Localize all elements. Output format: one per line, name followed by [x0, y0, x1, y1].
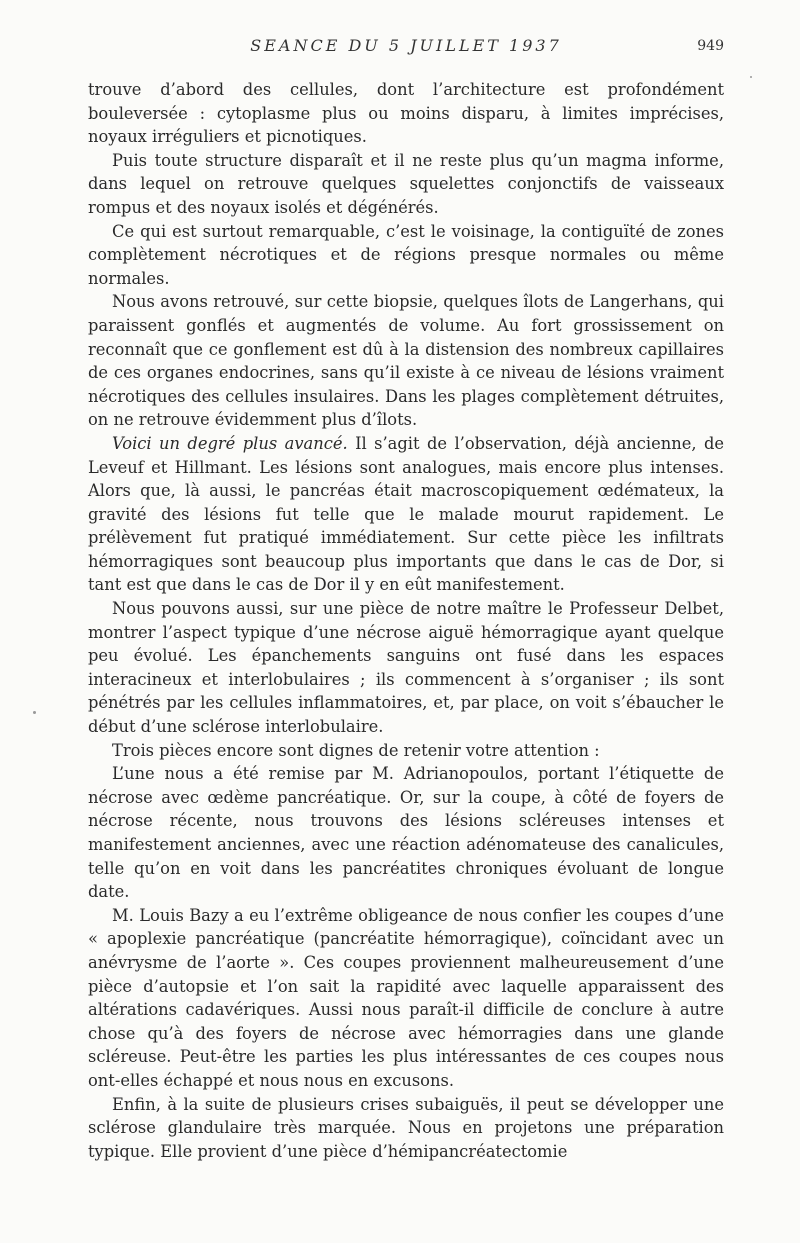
- paragraph: [88, 290, 724, 432]
- paragraph-lead-italic: Voici un degré plus avancé.: [112, 433, 348, 453]
- paragraph-text: Ce qui est surtout remarquable, c’est le voisinage, la contiguïté de zones complètement nécrotiques et de régions presque normales ou même normales.: [88, 221, 724, 288]
- paragraph-text: Enfin, à la suite de plusieurs crises subaiguës, il peut se développer une sclérose glandulaire très marquée. Nous en projetons une préparation typique. Elle provient d’une pièce d’hémipancréatectomie: [88, 1094, 724, 1161]
- paragraph-text: trouve d’abord des cellules, dont l’architecture est profondément bouleversée : cytoplasme plus ou moins disparu, à limites imprécises, noyaux irréguliers et picnotiques.: [88, 80, 724, 147]
- paragraph-text: Nous avons retrouvé, sur cette biopsie, quelques îlots de Langerhans, qui paraissent gonflés et augmentés de volume. Au fort grossissement on reconnaît que ce gonflement est dû à la distension des nombreux capillaires de ces organes endocrines, sans qu’il existe à ce niveau de lésions vraiment nécrotiques des cellules insulaires. Dans les plages complètement détruites, on ne retrouve évidemment plus d’îlots.: [88, 292, 724, 430]
- paragraph-text: Il s’agit de l’observation, déjà ancienne, de Leveuf et Hillmant. Les lésions sont analogues, mais encore plus intenses. Alors que, là aussi, le pancréas était macroscopiquement œdémateux, la gravité des lésions fut telle que le malade mourut rapidement. Le prélèvement fut pratiqué immédiatement. Sur cette pièce les infiltrats hémorragiques sont beaucoup plus importants que dans le cas de Dor, si tant est que dans le cas de Dor il y en eût manifestement.: [88, 433, 725, 595]
- paragraph: [88, 432, 724, 597]
- paragraph: [88, 597, 724, 739]
- paragraph-text: Nous pouvons aussi, sur une pièce de notre maître le Professeur Delbet, montrer l’aspect typique d’une nécrose aiguë hémorragique ayant quelque peu évolué. Les épanchements sanguins ont fusé dans les espaces interacineux et interlobulaires ; ils commencent à s’organiser ; ils sont pénétrés par les cellules inflammatoires, et, par place, on voit s’ébaucher le début d’une sclérose interlobulaire.: [88, 599, 724, 737]
- scan-speck: [750, 76, 752, 78]
- running-head: SEANCE DU 5 JUILLET 1937: [250, 36, 562, 55]
- paragraph-text: Puis toute structure disparaît et il ne reste plus qu’un magma informe, dans lequel on retrouve quelques squelettes conjonctifs de vaisseaux rompus et des noyaux isolés et dégénérés.: [88, 150, 724, 217]
- page-header: [88, 36, 724, 58]
- paragraph-text: L’une nous a été remise par M. Adrianopoulos, portant l’étiquette de nécrose avec œdème pancréatique. Or, sur la coupe, à côté de foyers de nécrose récente, nous trouvons des lésions scléreuses intenses et manifestement anciennes, avec une réaction adénomateuse des canalicules, telle qu’on en voit dans les pancréatites chroniques évoluant de longue date.: [88, 764, 724, 902]
- paragraph: [88, 220, 724, 291]
- paragraph: [88, 739, 724, 763]
- paragraph-text: Trois pièces encore sont dignes de retenir votre attention :: [112, 740, 600, 760]
- page-number: 949: [697, 38, 724, 54]
- paragraph: [88, 904, 724, 1093]
- paragraph-text: M. Louis Bazy a eu l’extrême obligeance de nous confier les coupes d’une « apoplexie pancréatique (pancréatite hémorragique), coïncidant avec un anévrysme de l’aorte ». Ces coupes proviennent malheureusement d’une pièce d’autopsie et l’on sait la rapidité avec laquelle apparaissent des altérations cadavériques. Aussi nous paraît-il difficile de conclure à autre chose qu’à des foyers de nécrose avec hémorragies dans une glande scléreuse. Peut-être les parties les plus intéressantes de ces coupes nous ont-elles échappé et nous nous en excusons.: [88, 905, 724, 1090]
- paragraph: [88, 762, 724, 904]
- paragraph: [88, 149, 724, 220]
- scan-speck: [33, 711, 36, 714]
- body-text: [88, 78, 724, 1163]
- paragraph: [88, 78, 724, 149]
- paragraph: [88, 1093, 724, 1164]
